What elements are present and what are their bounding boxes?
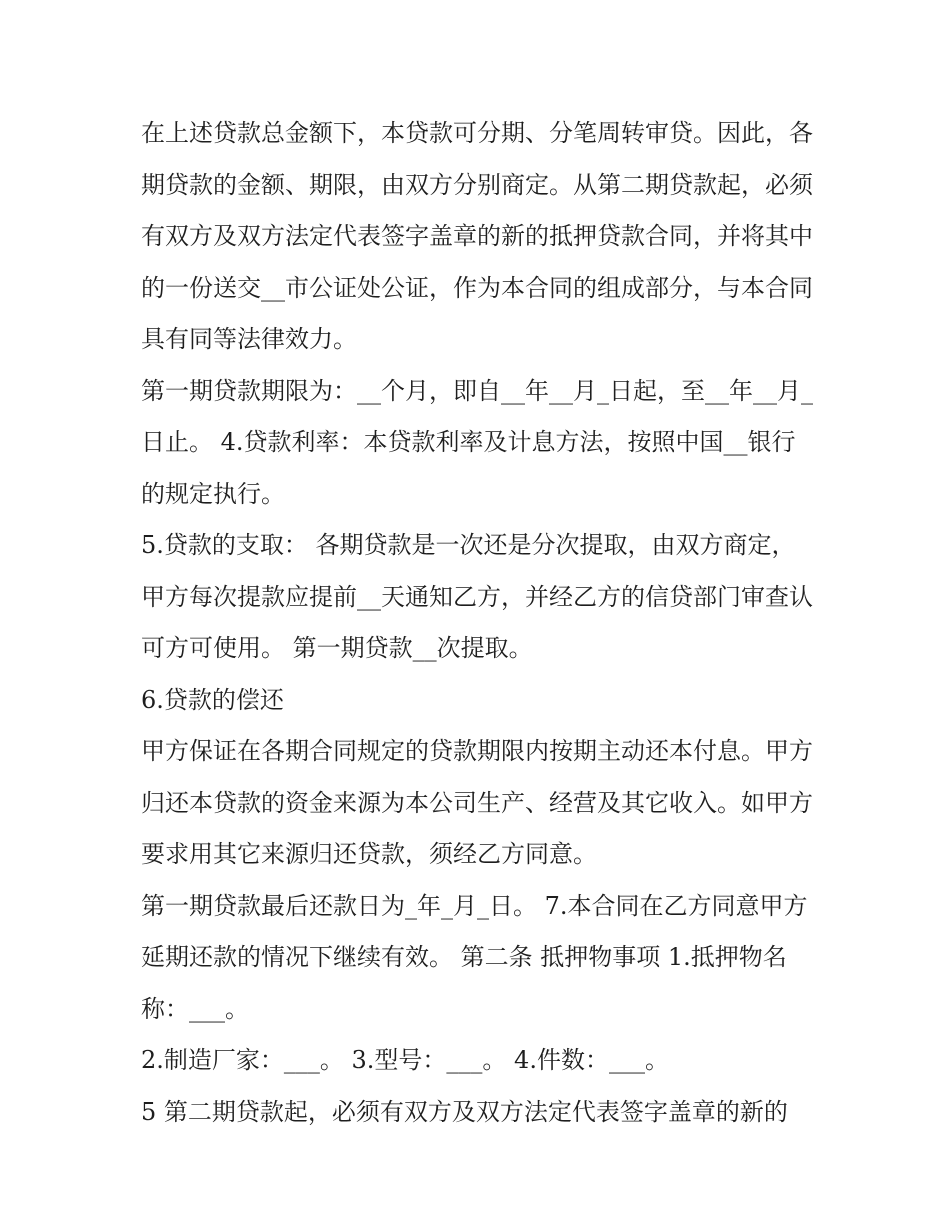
paragraph-first-term: 第一期贷款期限为：__个月，即自__年__月_日起，至__年__月_日止。 4.贷款利率：本贷款利率及计息方法，按照中国__银行的规定执行。 — [141, 376, 813, 508]
paragraph-loan-installments: 在上述贷款总金额下，本贷款可分期、分笔周转审贷。因此，各期贷款的金额、期限，由双方分别商定。从第二期贷款起，必须有双方及双方法定代表签字盖章的新的抵押贷款合同，并将其中的一份送交__市公证处公证，作为本合同的组成部分，与本合同具有同等法律效力。 — [141, 119, 813, 353]
paragraph-repayment-heading: 6.贷款的偿还 — [141, 685, 284, 714]
paragraph-final-repayment: 第一期贷款最后还款日为_年_月_日。 7.本合同在乙方同意甲方延期还款的情况下继续有效。 第二条 抵押物事项 1.抵押物名称：___。 — [141, 891, 808, 1023]
paragraph-loan-withdrawal: 5.贷款的支取： 各期贷款是一次还是分次提取，由双方商定，甲方每次提款应提前__天通知乙方，并经乙方的信贷部门审查认可方可使用。 第一期贷款__次提取。 — [141, 531, 813, 662]
paragraph-collateral-details: 2.制造厂家：___。 3.型号：___。 4.件数：___。 — [141, 1046, 669, 1074]
document-body — [141, 108, 813, 1138]
paragraph-repayment-terms: 甲方保证在各期合同规定的贷款期限内按期主动还本付息。甲方归还本贷款的资金来源为本公司生产、经营及其它收入。如甲方要求用其它来源归还贷款，须经乙方同意。 — [141, 737, 813, 868]
paragraph-second-installment: 5 第二期贷款起，必须有双方及双方法定代表签字盖章的新的 — [141, 1097, 788, 1126]
